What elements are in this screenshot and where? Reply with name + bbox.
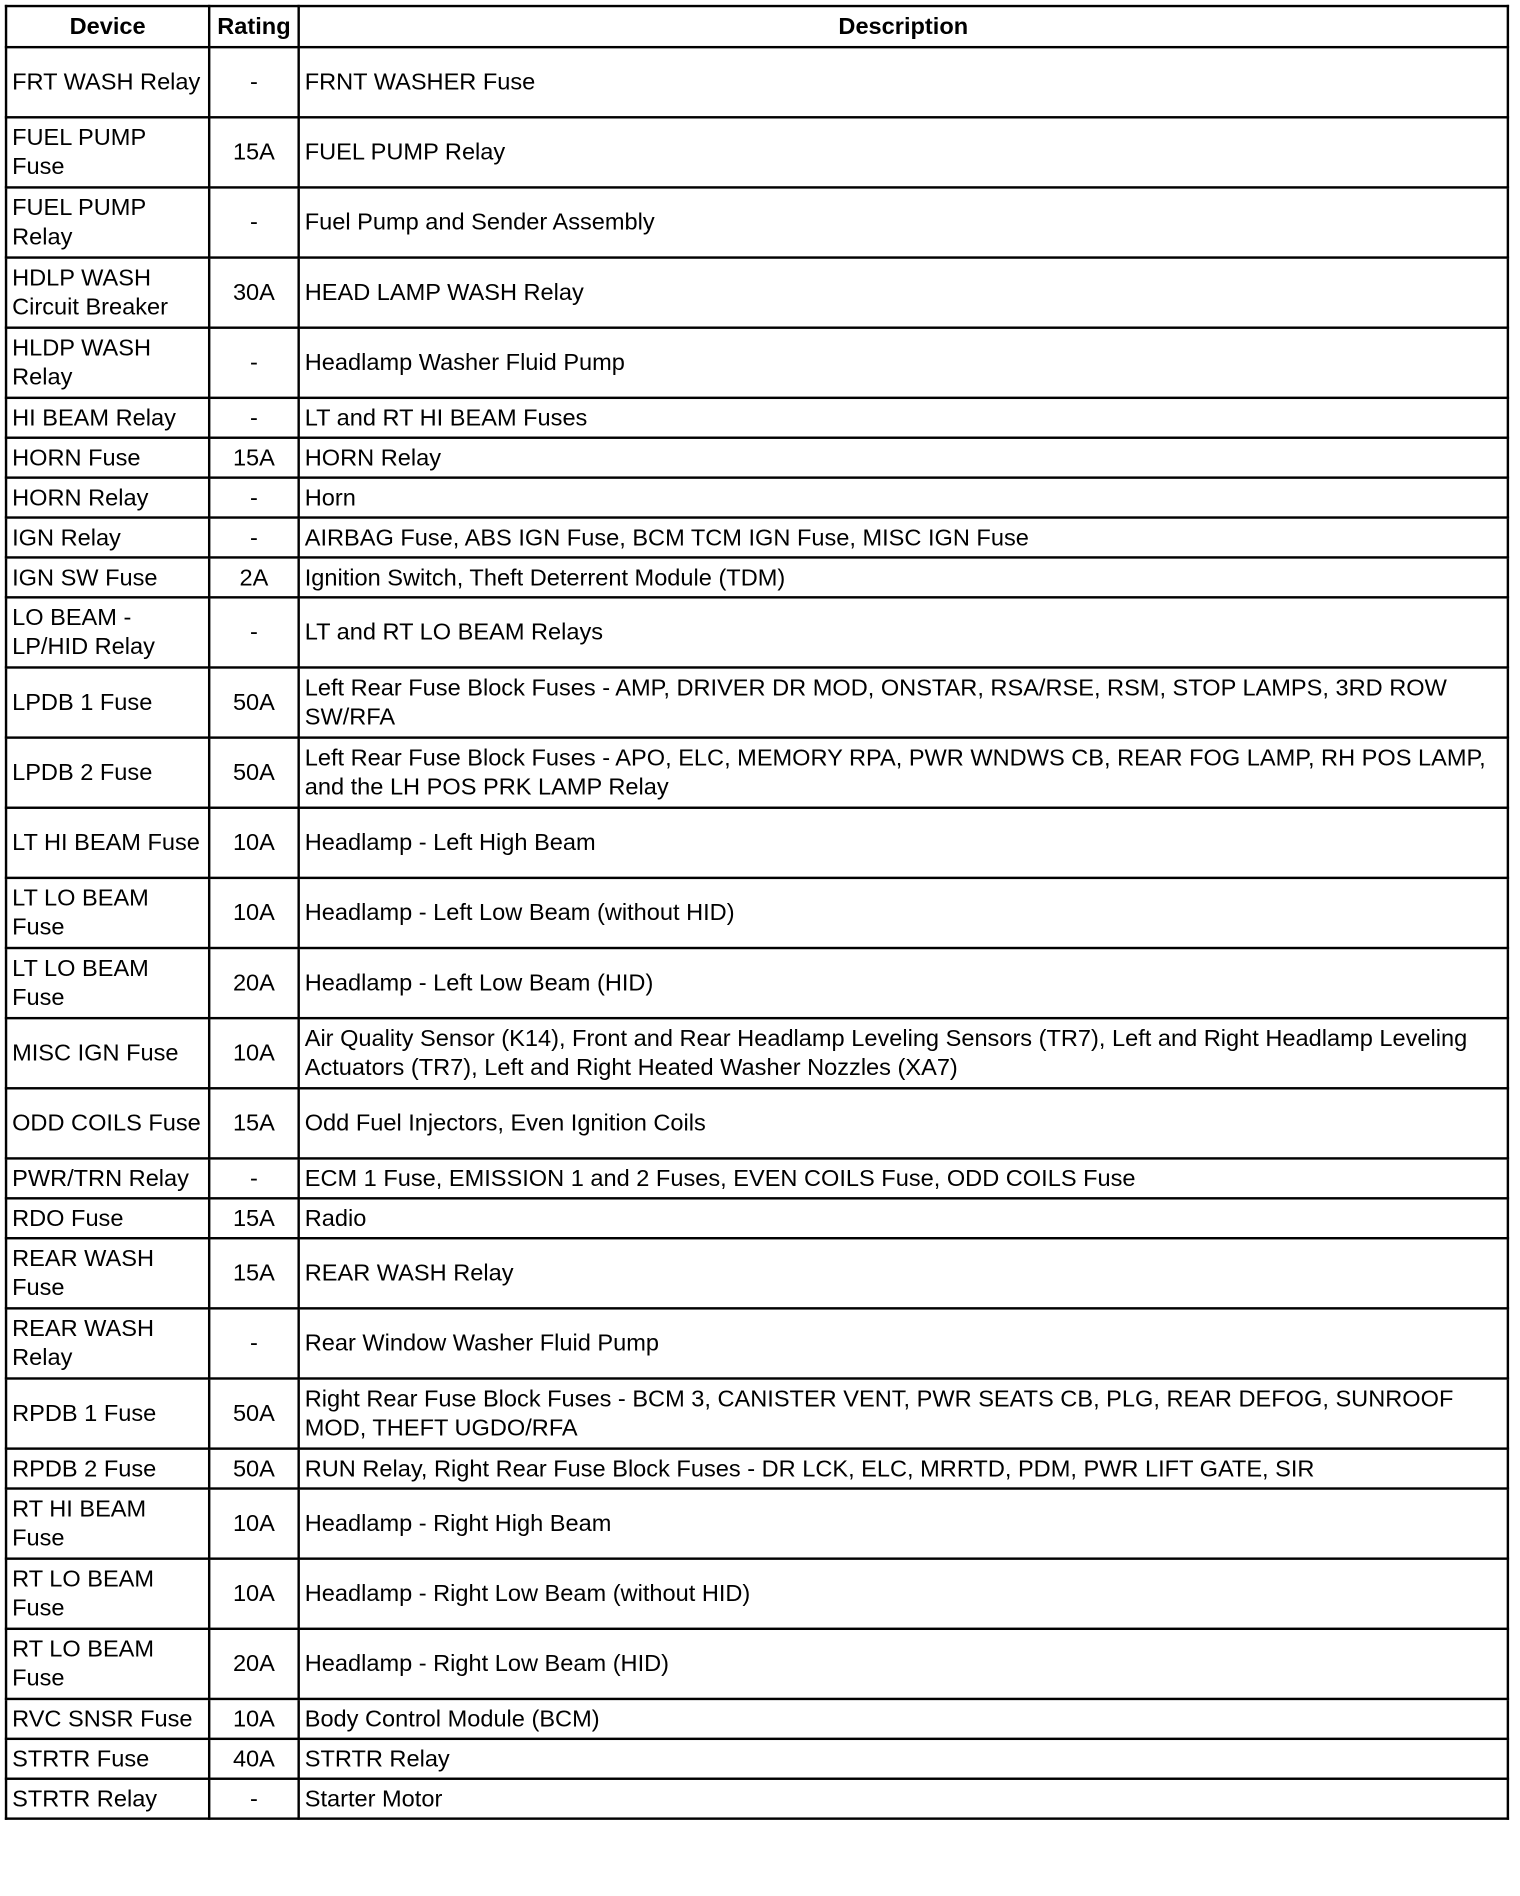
table-row bbox=[6, 948, 1508, 1018]
rating-cell: - bbox=[209, 1158, 298, 1198]
device-cell: LO BEAM - LP/HID Relay bbox=[6, 597, 209, 667]
device-cell: IGN Relay bbox=[6, 518, 209, 558]
rating-cell: 30A bbox=[209, 258, 298, 328]
table-row bbox=[6, 518, 1508, 558]
description-cell: Odd Fuel Injectors, Even Ignition Coils bbox=[299, 1088, 1508, 1158]
table-row bbox=[6, 1449, 1508, 1489]
description-cell: Headlamp Washer Fluid Pump bbox=[299, 328, 1508, 398]
device-cell: IGN SW Fuse bbox=[6, 557, 209, 597]
device-cell: RVC SNSR Fuse bbox=[6, 1699, 209, 1739]
rating-cell: 50A bbox=[209, 1449, 298, 1489]
table-row bbox=[6, 1739, 1508, 1779]
table-row bbox=[6, 738, 1508, 808]
rating-cell: 50A bbox=[209, 667, 298, 737]
table-body bbox=[6, 47, 1508, 1818]
device-cell: LPDB 2 Fuse bbox=[6, 738, 209, 808]
description-cell: AIRBAG Fuse, ABS IGN Fuse, BCM TCM IGN Fuse, MISC IGN Fuse bbox=[299, 518, 1508, 558]
table-row bbox=[6, 1238, 1508, 1308]
rating-cell: 10A bbox=[209, 1489, 298, 1559]
device-cell: HDLP WASH Circuit Breaker bbox=[6, 258, 209, 328]
table-row bbox=[6, 1158, 1508, 1198]
description-cell: FUEL PUMP Relay bbox=[299, 117, 1508, 187]
rating-cell: 2A bbox=[209, 557, 298, 597]
table-row bbox=[6, 258, 1508, 328]
table-row bbox=[6, 1378, 1508, 1448]
description-cell: Headlamp - Right Low Beam (HID) bbox=[299, 1629, 1508, 1699]
table-row bbox=[6, 667, 1508, 737]
table-row bbox=[6, 1559, 1508, 1629]
rating-cell: - bbox=[209, 47, 298, 117]
device-cell: STRTR Fuse bbox=[6, 1739, 209, 1779]
rating-cell: 10A bbox=[209, 1018, 298, 1088]
table-row bbox=[6, 878, 1508, 948]
device-cell: FUEL PUMP Fuse bbox=[6, 117, 209, 187]
table-row bbox=[6, 328, 1508, 398]
table-row bbox=[6, 478, 1508, 518]
description-cell: Left Rear Fuse Block Fuses - APO, ELC, MEMORY RPA, PWR WNDWS CB, REAR FOG LAMP, RH POS LAMP, and the LH POS PRK LAMP Relay bbox=[299, 738, 1508, 808]
description-cell: Headlamp - Left High Beam bbox=[299, 808, 1508, 878]
rating-cell: - bbox=[209, 518, 298, 558]
device-cell: LT HI BEAM Fuse bbox=[6, 808, 209, 878]
description-cell: ECM 1 Fuse, EMISSION 1 and 2 Fuses, EVEN COILS Fuse, ODD COILS Fuse bbox=[299, 1158, 1508, 1198]
table-row bbox=[6, 1198, 1508, 1238]
header-row bbox=[6, 6, 1508, 47]
rating-cell: - bbox=[209, 1779, 298, 1819]
rating-cell: - bbox=[209, 187, 298, 257]
rating-cell: - bbox=[209, 1308, 298, 1378]
device-cell: HI BEAM Relay bbox=[6, 398, 209, 438]
table-row bbox=[6, 557, 1508, 597]
device-cell: RT HI BEAM Fuse bbox=[6, 1489, 209, 1559]
rating-cell: - bbox=[209, 597, 298, 667]
rating-cell: - bbox=[209, 328, 298, 398]
description-cell: Headlamp - Left Low Beam (without HID) bbox=[299, 878, 1508, 948]
device-cell: MISC IGN Fuse bbox=[6, 1018, 209, 1088]
table-row bbox=[6, 398, 1508, 438]
rating-cell: - bbox=[209, 398, 298, 438]
table-row bbox=[6, 1489, 1508, 1559]
description-cell: Body Control Module (BCM) bbox=[299, 1699, 1508, 1739]
rating-cell: 10A bbox=[209, 1559, 298, 1629]
table-row bbox=[6, 808, 1508, 878]
device-cell: FUEL PUMP Relay bbox=[6, 187, 209, 257]
rating-cell: 15A bbox=[209, 117, 298, 187]
rating-cell: 50A bbox=[209, 738, 298, 808]
device-cell: RT LO BEAM Fuse bbox=[6, 1559, 209, 1629]
device-cell: LT LO BEAM Fuse bbox=[6, 878, 209, 948]
device-cell: HORN Fuse bbox=[6, 438, 209, 478]
description-cell: Rear Window Washer Fluid Pump bbox=[299, 1308, 1508, 1378]
description-cell: LT and RT LO BEAM Relays bbox=[299, 597, 1508, 667]
table-row bbox=[6, 597, 1508, 667]
header-rating: Rating bbox=[209, 6, 298, 47]
device-cell: FRT WASH Relay bbox=[6, 47, 209, 117]
table-row bbox=[6, 117, 1508, 187]
description-cell: Right Rear Fuse Block Fuses - BCM 3, CANISTER VENT, PWR SEATS CB, PLG, REAR DEFOG, SUNROOF MOD, THEFT UGDO/RFA bbox=[299, 1378, 1508, 1448]
rating-cell: 20A bbox=[209, 948, 298, 1018]
rating-cell: 40A bbox=[209, 1739, 298, 1779]
description-cell: HEAD LAMP WASH Relay bbox=[299, 258, 1508, 328]
table-row bbox=[6, 1088, 1508, 1158]
rating-cell: 10A bbox=[209, 1699, 298, 1739]
device-cell: HORN Relay bbox=[6, 478, 209, 518]
device-cell: HLDP WASH Relay bbox=[6, 328, 209, 398]
fuse-table bbox=[5, 5, 1509, 1820]
table-row bbox=[6, 1308, 1508, 1378]
rating-cell: 15A bbox=[209, 438, 298, 478]
device-cell: STRTR Relay bbox=[6, 1779, 209, 1819]
description-cell: Fuel Pump and Sender Assembly bbox=[299, 187, 1508, 257]
device-cell: LPDB 1 Fuse bbox=[6, 667, 209, 737]
rating-cell: - bbox=[209, 478, 298, 518]
device-cell: REAR WASH Relay bbox=[6, 1308, 209, 1378]
device-cell: RPDB 2 Fuse bbox=[6, 1449, 209, 1489]
description-cell: STRTR Relay bbox=[299, 1739, 1508, 1779]
device-cell: RDO Fuse bbox=[6, 1198, 209, 1238]
header-description: Description bbox=[299, 6, 1508, 47]
rating-cell: 20A bbox=[209, 1629, 298, 1699]
device-cell: ODD COILS Fuse bbox=[6, 1088, 209, 1158]
description-cell: Horn bbox=[299, 478, 1508, 518]
description-cell: HORN Relay bbox=[299, 438, 1508, 478]
description-cell: Headlamp - Right High Beam bbox=[299, 1489, 1508, 1559]
table-row bbox=[6, 1779, 1508, 1819]
rating-cell: 15A bbox=[209, 1198, 298, 1238]
rating-cell: 10A bbox=[209, 808, 298, 878]
description-cell: REAR WASH Relay bbox=[299, 1238, 1508, 1308]
description-cell: RUN Relay, Right Rear Fuse Block Fuses - DR LCK, ELC, MRRTD, PDM, PWR LIFT GATE, SIR bbox=[299, 1449, 1508, 1489]
description-cell: Radio bbox=[299, 1198, 1508, 1238]
table-row bbox=[6, 1699, 1508, 1739]
description-cell: LT and RT HI BEAM Fuses bbox=[299, 398, 1508, 438]
header-device: Device bbox=[6, 6, 209, 47]
device-cell: RT LO BEAM Fuse bbox=[6, 1629, 209, 1699]
device-cell: REAR WASH Fuse bbox=[6, 1238, 209, 1308]
description-cell: Headlamp - Right Low Beam (without HID) bbox=[299, 1559, 1508, 1629]
device-cell: PWR/TRN Relay bbox=[6, 1158, 209, 1198]
description-cell: FRNT WASHER Fuse bbox=[299, 47, 1508, 117]
table-row bbox=[6, 1018, 1508, 1088]
table-row bbox=[6, 187, 1508, 257]
device-cell: RPDB 1 Fuse bbox=[6, 1378, 209, 1448]
rating-cell: 15A bbox=[209, 1238, 298, 1308]
table-row bbox=[6, 1629, 1508, 1699]
rating-cell: 10A bbox=[209, 878, 298, 948]
table-row bbox=[6, 438, 1508, 478]
description-cell: Left Rear Fuse Block Fuses - AMP, DRIVER DR MOD, ONSTAR, RSA/RSE, RSM, STOP LAMPS, 3RD ROW SW/RFA bbox=[299, 667, 1508, 737]
description-cell: Ignition Switch, Theft Deterrent Module (TDM) bbox=[299, 557, 1508, 597]
description-cell: Headlamp - Left Low Beam (HID) bbox=[299, 948, 1508, 1018]
table-row bbox=[6, 47, 1508, 117]
rating-cell: 50A bbox=[209, 1378, 298, 1448]
description-cell: Starter Motor bbox=[299, 1779, 1508, 1819]
device-cell: LT LO BEAM Fuse bbox=[6, 948, 209, 1018]
rating-cell: 15A bbox=[209, 1088, 298, 1158]
description-cell: Air Quality Sensor (K14), Front and Rear Headlamp Leveling Sensors (TR7), Left and Right Headlamp Leveling Actuators (TR7), Left and Right Heated Washer Nozzles (XA7) bbox=[299, 1018, 1508, 1088]
